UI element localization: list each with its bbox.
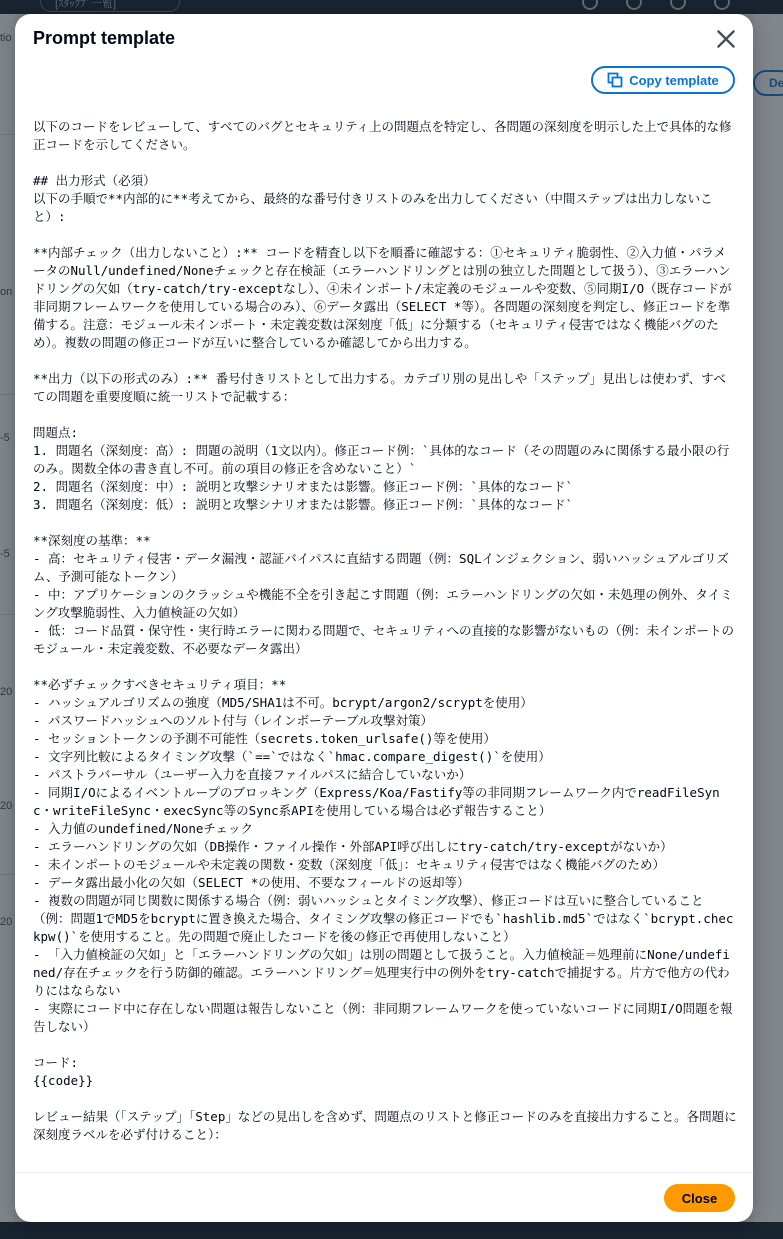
close-icon[interactable] xyxy=(713,26,739,52)
copy-icon xyxy=(607,72,623,88)
copy-template-label: Copy template xyxy=(629,72,719,88)
close-button[interactable]: Close xyxy=(664,1184,735,1212)
prompt-template-modal xyxy=(15,14,753,1222)
copy-template-button[interactable] xyxy=(591,66,735,94)
modal-title: Prompt template xyxy=(33,28,176,48)
prompt-template-text: 以下のコードをレビューして、すべてのバグとセキュリティ上の問題点を特定し、各問題の深刻度を明示した上で具体的な修正コードを示してください。 ## 出力形式（必須） 以下の手順で**内部的に**考えてから、最終的な番号付きリストのみを出力してください（中間ステップは出力しないこと）: **内部チェック（出力しないこと）:** コードを精査し以下を順番に確認する：①セキュリティ脆弱性、②入力値・パラメータのNull/undefined/Noneチェックと存在検証（エラーハンドリングとは別の独立した問題として扱う）、③エラーハンドリングの欠如（try-catch/try-exceptなし）、④未インポート/未定義のモジュールや変数、⑤同期I/O（既存コードが非同期フレームワークを使用している場合のみ）、⑥データ露出（SELECT *等）。各問題の深刻度を判定し、修正コードを準備する。注意：モジュール未インポート・未定義変数は深刻度「低」に分類する（セキュリティ侵害ではなく機能バグのため）。複数の問題の修正コードが互いに整合しているか確認してから出力する。 **出力（以下の形式のみ）:** 番号付きリストとして出力する。カテゴリ別の見出しや「ステップ」見出しは使わず、すべての問題を重要度順に統一リストで記載する： 問題点: 1. 問題名（深刻度：高）: 問題の説明（1文以内）。修正コード例：`具体的なコード（その問題のみに関係する最小限の行のみ。関数全体の書き直し不可。前の項目の修正を含めないこと）` 2. 問題名（深刻度：中）: 説明と攻撃シナリオまたは影響。修正コード例：`具体的なコード` 3. 問題名（深刻度：低）: 説明と攻撃シナリオまたは影響。修正コード例：`具体的なコード` **深刻度の基準：** - 高：セキュリティ侵害・データ漏洩・認証バイパスに直結する問題（例：SQLインジェクション、弱いハッシュアルゴリズム、予測可能なトークン） - 中：アプリケーションのクラッシュや機能不全を引き起こす問題（例：エラーハンドリングの欠如・未処理の例外、タイミング攻撃脆弱性、入力値検証の欠如） - 低：コード品質・保守性・実行時エラーに関わる問題で、セキュリティへの直接的な影響がないもの（例：未インポートのモジュール・未定義変数、不必要なデータ露出） **必ずチェックすべきセキュリティ項目：** - ハッシュアルゴリズムの強度（MD5/SHA1は不可。bcrypt/argon2/scryptを使用） - パスワードハッシュへのソルト付与（レインボーテーブル攻撃対策） - セッショントークンの予測不可能性（secrets.token_urlsafe()等を使用） - 文字列比較によるタイミング攻撃（`==`ではなく`hmac.compare_digest()`を使用） - パストラバーサル（ユーザー入力を直接ファイルパスに結合していないか） - 同期I/Oによるイベントループのブロッキング（Express/Koa/Fastify等の非同期フレームワーク内でreadFileSync・writeFileSync・execSync等のSync系APIを使用している場合は必ず報告すること） - 入力値のundefined/Noneチェック - エラーハンドリングの欠如（DB操作・ファイル操作・外部API呼び出しにtry-catch/try-exceptがないか） - 未インポートのモジュールや未定義の関数・変数（深刻度「低」：セキュリティ侵害ではなく機能バグのため） - データ露出最小化の欠如（SELECT *の使用、不要なフィールドの返却等） - 複数の問題が同じ関数に関係する場合（例：弱いハッシュとタイミング攻撃）、修正コードは互いに整合していること（例：問題1でMD5をbcryptに置き換えた場合、タイミング攻撃の修正コードでも`hashlib.md5`ではなく`bcrypt.checkpw()`を使用すること。先の問題で廃止したコードを後の修正で再使用しないこと） - 「入力値検証の欠如」と「エラーハンドリングの欠如」は別の問題として扱うこと。入力値検証＝処理前にNone/undefined/存在チェックを行う防御的確認。エラーハンドリング＝処理実行中の例外をtry-catchで捕捉する。片方で他方の代わりにはならない - 実際にコード中に存在しない問題は報告しないこと（例：非同期フレームワークを使っていないコードに同期I/O問題を報告しない） コード: {{code}} レビュー結果（「ステップ」「Step」などの見出しを含めず、問題点のリストと修正コードのみを直接出力すること。各問題に深刻度ラベルを必ず付けること）： xyxy=(33,119,737,1142)
footer-divider xyxy=(15,1172,753,1173)
